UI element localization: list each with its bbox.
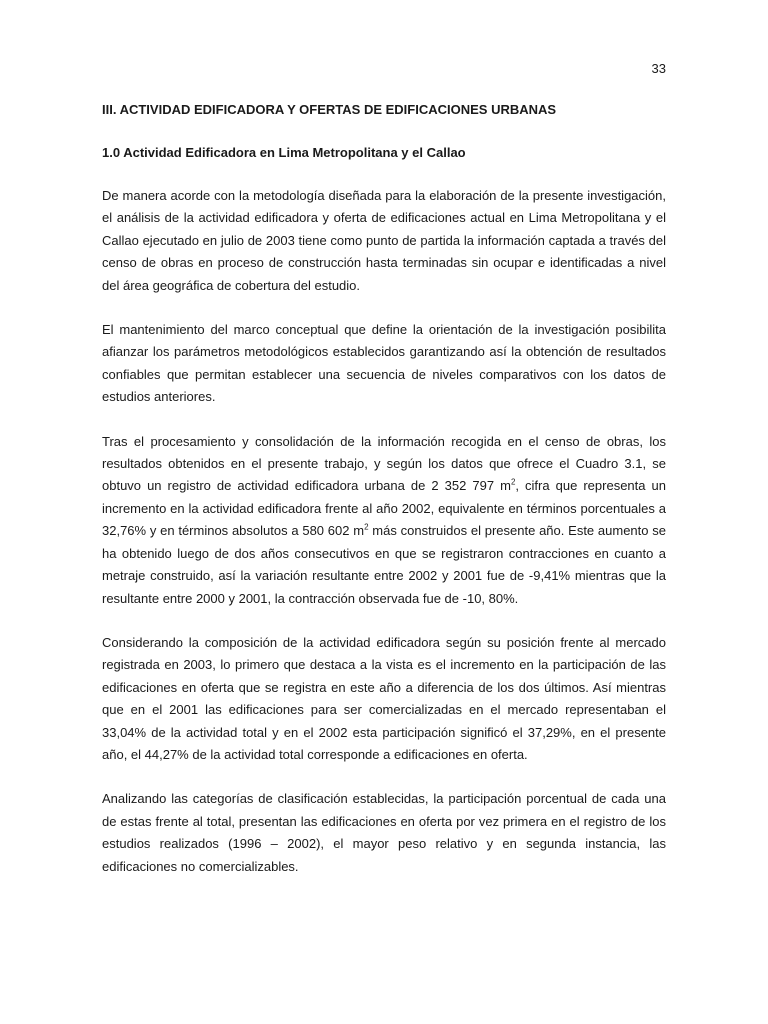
page-number: 33 [651,61,666,76]
superscript-squared: 2 [510,478,516,488]
results-text-part-2: , cifra que representa un incremento en la actividad edificadora frente al año 2002, equivalente en términos porcentuales a 32,76% y en términos absolutos a 580 602 m [102,478,666,539]
section-heading: III. ACTIVIDAD EDIFICADORA Y OFERTAS DE EDIFICACIONES URBANAS [102,102,557,117]
paragraph-results [102,431,666,610]
results-text-part-1: Tras el procesamiento y consolidación de la información recogida en el censo de obras, los resultados obtenidos en el presente trabajo, y según los datos que ofrece el Cuadro 3.1, se obtuvo un registro de actividad edificadora urbana de 2 352 797 m [102,433,666,494]
paragraph-conceptual-framework: El mantenimiento del marco conceptual que define la orientación de la investigación posibilita afianzar los parámetros metodológicos establecidos garantizando así la obtención de resultados confiables que permitan establecer una secuencia de niveles comparativos con los datos de estudios anteriores. [102,322,666,405]
results-text-part-3: más construidos el presente año. Este aumento se ha obtenido luego de dos años consecutivos en que se registraron contracciones en cuanto a metraje construido, así la variación resultante entre 2002 y 2001 fue de -9,41% mientras que la resultante entre 2000 y 2001, la contracción observada fue de -10, 80%. [102,523,666,606]
paragraph-methodology: De manera acorde con la metodología diseñada para la elaboración de la presente investigación, el análisis de la actividad edificadora y oferta de edificaciones actual en Lima Metropolitana y el Callao ejecutado en julio de 2003 tiene como punto de partida la información captada a través del censo de obras en proceso de construcción hasta terminadas sin ocupar e identificadas a nivel del área geográfica de cobertura del estudio. [102,188,666,293]
subsection-heading: 1.0 Actividad Edificadora en Lima Metropolitana y el Callao [102,145,466,160]
superscript-squared: 2 [364,522,369,532]
document-body [102,100,666,900]
paragraph-market-composition: Considerando la composición de la actividad edificadora según su posición frente al mercado registrada en 2003, lo primero que destaca a la vista es el incremento en la participación de las edificaciones en oferta que se registra en este año a diferencia de los dos últimos. Así mientras que en el 2001 las edificaciones para ser comercializadas en el mercado representaban el 33,04% de la actividad total y en el 2002 esta participación significó el 37,29%, en el presente año, el 44,27% de la actividad total corresponde a edificaciones en oferta. [102,634,666,762]
paragraph-categories: Analizando las categorías de clasificación establecidas, la participación porcentual de cada una de estas frente al total, presentan las edificaciones en oferta por vez primera en el registro de los estudios realizados (1996 – 2002), el mayor peso relativo y en segunda instancia, las edificaciones no comercializables. [102,791,666,874]
